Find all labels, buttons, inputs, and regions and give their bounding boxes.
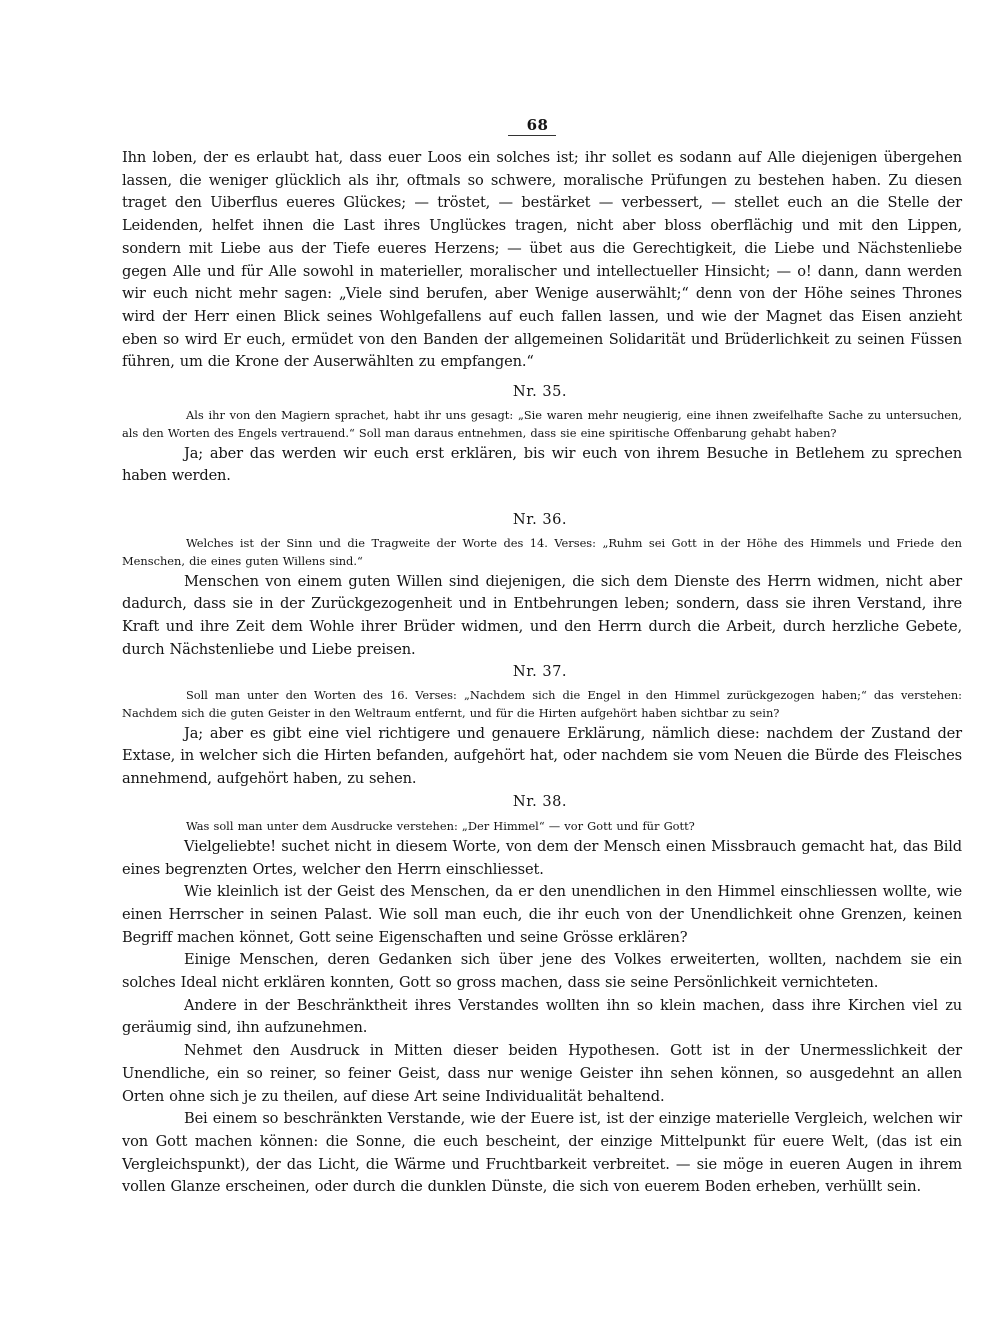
section-38	[122, 818, 962, 1199]
answer-37-1: Ja; aber es gibt eine viel richtigere und genauere Erklärung, nämlich diese: nachdem der Zustand der Extase, in welcher sich die Hirten befanden, aufgehört hat, oder nachdem sie vom Neuen die Bürde des Fleisches annehmend, aufgehört haben, zu sehen.	[122, 724, 962, 787]
section-heading-37: Nr. 37.	[512, 663, 568, 680]
question-36: Welches ist der Sinn und die Tragweite der Worte des 14. Verses: „Ruhm sei Gott in der Höhe des Himmels und Friede den Menschen, die eines guten Willens sind.“	[122, 536, 962, 568]
question-35: Als ihr von den Magiern sprachet, habt ihr uns gesagt: „Sie waren mehr neugierig, eine ihnen zweifelhafte Sache zu untersuchen, als den Worten des Engels vertrauend.“ Soll man daraus entnehmen, dass sie eine spiritische Offenbarung gehabt haben?	[122, 408, 962, 440]
answer-38-5: Nehmet den Ausdruck in Mitten dieser beiden Hypothesen. Gott ist in der Unermesslichkeit der Unendliche, ein so reiner, so feiner Geist, dass nur wenige Geister ihn sehen können, so ausgedehnt an allen Orten ohne sich je zu theilen, auf diese Art seine Individualität behaltend.	[122, 1042, 962, 1105]
answer-38-1: Vielgeliebte! suchet nicht in diesem Worte, von dem der Mensch einen Missbrauch gemacht hat, das Bild eines begrenzten Ortes, welcher den Herrn einschliesset.	[122, 837, 962, 878]
question-38: Was soll man unter dem Ausdrucke verstehen: „Der Himmel“ — vor Gott und für Gott?	[186, 819, 695, 833]
page-number-rule	[508, 135, 556, 136]
answer-38-4: Andere in der Beschränktheit ihres Verstandes wollten ihn so klein machen, dass ihre Kirchen viel zu geräumig sind, ihn aufzunehmen.	[122, 996, 962, 1037]
section-37	[122, 687, 962, 791]
section-heading-35: Nr. 35.	[512, 383, 568, 400]
answer-38-2: Wie kleinlich ist der Geist des Menschen, da er den unendlichen in den Himmel einschliessen wollte, wie einen Herrscher in seinen Palast. Wie soll man euch, die ihr euch von der Unendlichkeit ohne Grenzen, keinen Begriff machen könnet, Gott seine Eigenschaften und seine Grösse erklären?	[122, 883, 962, 946]
answer-38-6: Bei einem so beschränkten Verstande, wie der Euere ist, ist der einzige materielle Vergleich, welchen wir von Gott machen können: die Sonne, die euch bescheint, der einzige Mittelpunkt für euere Welt, (das ist ein Vergleichspunkt), der das Licht, die Wärme und Fruchtbarkeit verbreitet. — sie möge in eueren Augen in ihrem vollen Glanze erscheinen, oder durch die dunklen Dünste, die sich von euerem Boden erheben, verhüllt sein.	[122, 1110, 962, 1196]
section-36	[122, 535, 962, 661]
section-35	[122, 407, 962, 488]
section-heading-38: Nr. 38.	[512, 793, 568, 810]
page-number: 68	[526, 116, 549, 134]
answer-36-1: Menschen von einem guten Willen sind diejenigen, die sich dem Dienste des Herrn widmen, nicht aber dadurch, dass sie in der Zurückgezogenheit und in Entbehrungen leben; sondern, dass sie ihren Verstand, ihre Kraft und ihre Zeit dem Wohle ihrer Brüder widmen, und den Herrn durch die Arbeit, durch herzliche Gebete, durch Nächstenliebe und Liebe preisen.	[122, 572, 962, 658]
intro-paragraph: Ihn loben, der es erlaubt hat, dass euer Loos ein solches ist; ihr sollet es sodann auf Alle diejenigen übergehen lassen, die weniger glücklich als ihr, oftmals so schwere, moralische Prüfungen zu bestehen haben. Zu diesen traget den Uiberflus eueres Glückes; — tröstet, — bestärket — verbessert, — stellet euch an die Stelle der Leidenden, helfet ihnen die Last ihres Unglückes tragen, nicht aber bloss oberflächig und mit den Lippen, sondern mit Liebe aus der Tiefe eueres Herzens; — übet aus die Gerechtigkeit, die Liebe und Nächstenliebe gegen Alle und für Alle sowohl in materieller, moralischer und intellectueller Hinsicht; — o! dann, dann werden wir euch nicht mehr sagen: „Viele sind berufen, aber Wenige auserwählt;“ denn von der Höhe seines Thrones wird der Herr einen Blick seines Wohlgefallens auf euch fallen lassen, und wie der Magnet das Eisen anzieht eben so wird Er euch, ermüdet von den Banden der allgemeinen Solidarität und Brüderlichkeit zu seinen Füssen führen, um die Krone der Auserwählten zu empfangen.“	[122, 149, 962, 371]
intro-block	[122, 147, 962, 374]
section-heading-36: Nr. 36.	[512, 511, 568, 528]
question-37: Soll man unter den Worten des 16. Verses: „Nachdem sich die Engel in den Himmel zurückgezogen haben;“ das verstehen: Nachdem sich die guten Geister in den Weltraum entfernt, und für die Hirten aufgehört haben sichtbar zu sein?	[122, 688, 962, 720]
answer-35-1: Ja; aber das werden wir euch erst erklären, bis wir euch von ihrem Besuche in Betlehem zu sprechen haben werden.	[122, 444, 962, 485]
answer-38-3: Einige Menschen, deren Gedanken sich über jene des Volkes erweiterten, wollten, nachdem sie ein solches Ideal nicht erklären konnten, Gott so gross machen, dass sie seine Persönlichkeit vernichteten.	[122, 951, 962, 992]
